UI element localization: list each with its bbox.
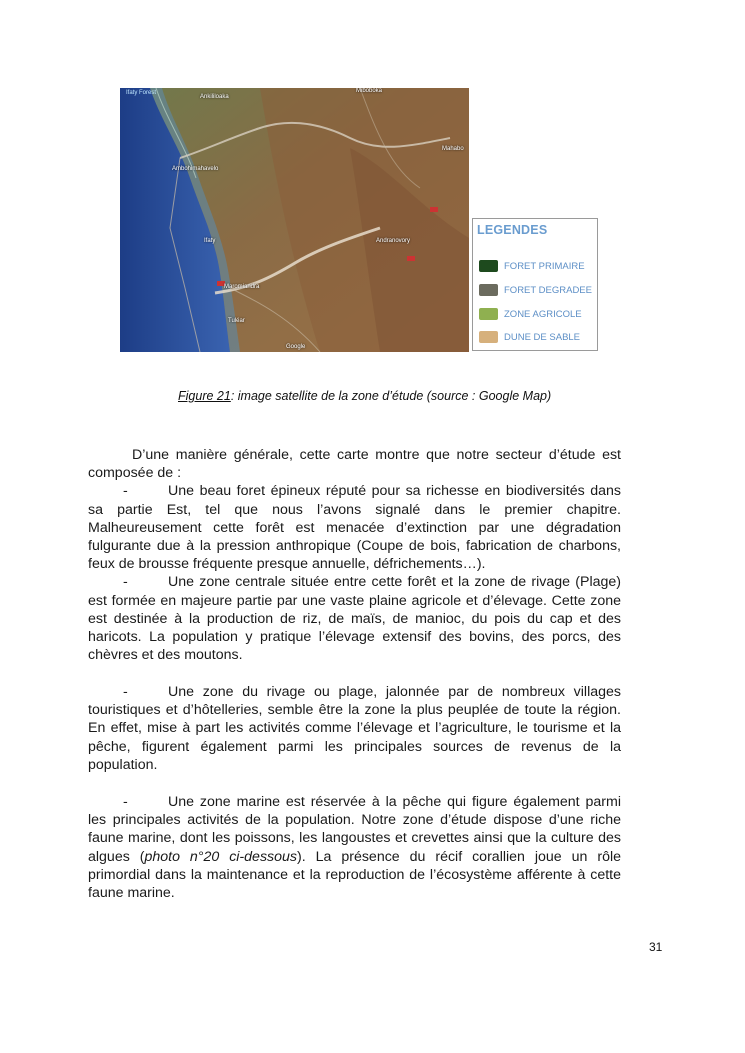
- bullet-dash: -: [123, 574, 128, 591]
- page-number: 31: [649, 940, 663, 954]
- legend-item-dune-de-sable: [479, 330, 580, 344]
- legend-label: DUNE DE SABLE: [504, 331, 581, 343]
- legend-swatch: [479, 284, 498, 296]
- bullet-dash: -: [123, 483, 128, 500]
- legend-swatch: [479, 308, 498, 320]
- figure-21: [120, 88, 630, 353]
- legend-swatch: [479, 260, 498, 272]
- map-label: Andranovory: [376, 238, 411, 244]
- body-text: [88, 446, 621, 664]
- bullet-text: Une zone du rivage ou plage, jalonnée par de nombreux villages touristiques et d’hôtelleries, semble être la zone la plus peuplée de toute la région. En effet, mise à part les activités comme l’élevage et l’agriculture, le tourisme et la pêche, figurent également parmi les principales sources de revenus de la population.: [88, 684, 621, 773]
- bullet-text: Une beau foret épineux réputé pour sa richesse en biodiversités dans sa partie Est, tel que nous l’avons signalé dans le premier chapitre. Malheureusement cette forêt est menacée d’extinction par une dégradation fulgurante due à la pression anthropique (Coupe de bois, fabrication de charbons, feux de brousse fréquente presque annuelle, défrichements…).: [88, 483, 621, 573]
- photo-reference: photo n°20 ci-dessous: [144, 848, 298, 865]
- map-label: Tuléar: [228, 318, 245, 324]
- legend-label: FORET DEGRADEE: [504, 284, 592, 296]
- map-label: Miboboka: [356, 88, 383, 94]
- figure-caption: [178, 389, 551, 403]
- map-label: Ifaty Forest: [126, 90, 157, 96]
- bullet-dash: -: [123, 684, 128, 700]
- bullet-paragraph-shore-zone: [88, 683, 621, 774]
- legend-swatch: [479, 331, 498, 343]
- intro-paragraph: D’une manière générale, cette carte montre que notre secteur d’étude est composée de :: [88, 447, 621, 482]
- bullet-paragraph-marine-zone: [88, 793, 621, 902]
- legend-label: FORET PRIMAIRE: [504, 260, 585, 272]
- satellite-map-drawing: [120, 88, 469, 352]
- legend-title: LEGENDES: [477, 223, 548, 237]
- bullet-text-start: Une zone marine est réservée à la pêche qui figure également parmi les principales activités de la population. Notre zone d’étude dispose d’une riche faune marine, dont les poissons, les langoustes et crevettes ainsi que la culture des algues (: [88, 794, 621, 865]
- satellite-map-image: [120, 88, 469, 352]
- map-label: Maromiandra: [224, 284, 260, 290]
- legend-item-zone-agricole: [479, 307, 582, 321]
- body-text: [88, 793, 621, 902]
- figure-reference: Figure 21: [178, 389, 231, 403]
- bullet-dash: -: [123, 794, 128, 810]
- legend-label: ZONE AGRICOLE: [504, 308, 582, 320]
- legend-item-foret-primaire: [479, 259, 585, 273]
- map-label: Ifaty: [204, 238, 216, 244]
- map-legend: [472, 218, 598, 351]
- bullet-paragraph-forest: [88, 482, 621, 573]
- map-label: Ambohimahavelo: [172, 166, 219, 172]
- map-label: Google: [286, 344, 306, 350]
- figure-caption-text: : image satellite de la zone d’étude (source : Google Map): [230, 389, 552, 403]
- map-road-marker: [407, 256, 415, 261]
- legend-item-foret-degradee: [479, 283, 592, 297]
- map-label: Ankililoaka: [200, 94, 229, 100]
- map-label: Mahabo: [442, 146, 464, 152]
- bullet-text-end: ). La présence du récif corallien joue un rôle primordial dans la maintenance et la reproduction de l’écosystème afférente à cette faune marine.: [88, 848, 621, 902]
- bullet-paragraph-central-zone: [88, 573, 621, 664]
- body-text: [88, 683, 621, 774]
- bullet-text: Une zone centrale située entre cette forêt et la zone de rivage (Plage) est formée en majeure partie par une vaste plaine agricole et d’élevage. Cette zone est destinée à la production de riz, de maïs, de manioc, du pois du cap et des haricots. La population y pratique l’élevage extensif des bovins, des porcs, des chèvres et des moutons.: [88, 574, 621, 664]
- map-road-marker: [430, 207, 438, 212]
